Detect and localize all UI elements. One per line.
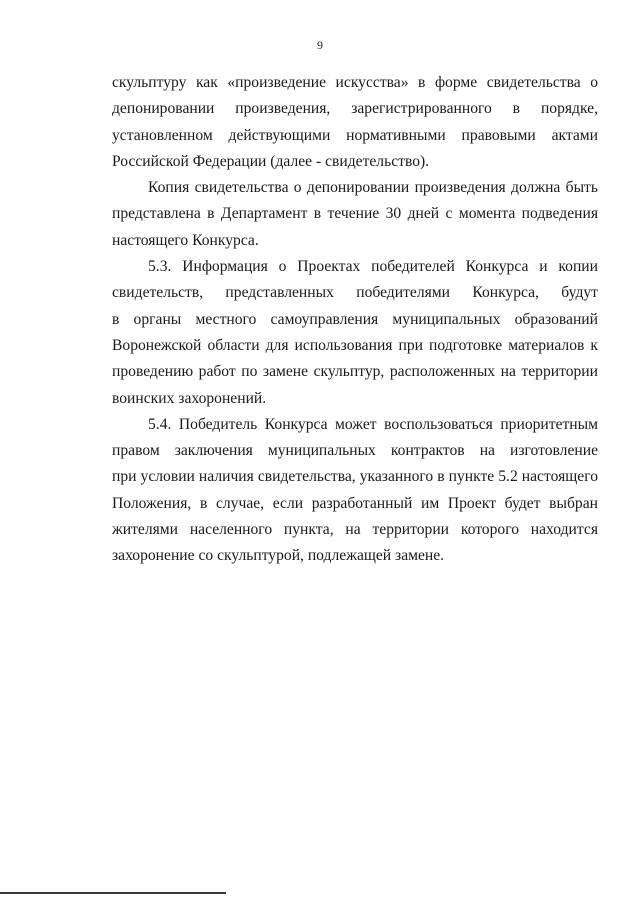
page-number: 9	[317, 38, 323, 52]
text-line: представлена в Департамент в течение 30 дней с момента подведения	[112, 205, 598, 223]
text-line: настоящего Конкурса.	[112, 231, 259, 249]
text-line: Воронежской области для использования при подготовке материалов к	[112, 336, 598, 354]
text-line: в органы местного самоуправления муниципальных образований	[112, 310, 598, 328]
text-line: правом заключения муниципальных контрактов на изготовление	[112, 442, 598, 460]
paragraph-2	[112, 175, 598, 254]
text-line: установленном действующими нормативными правовыми актами	[112, 126, 598, 144]
text-line: 5.4. Победитель Конкурса может воспользоваться приоритетным	[148, 415, 598, 433]
text-line: Российской Федерации (далее - свидетельство).	[112, 152, 430, 170]
text-line: воинских захоронений.	[112, 389, 267, 407]
text-line: Положения, в случае, если разработанный им Проект будет выбран	[112, 494, 598, 512]
scan-edge-line	[0, 892, 226, 894]
text-line: при условии наличия свидетельства, указанного в пункте 5.2 настоящего	[112, 468, 598, 486]
document-body	[112, 70, 598, 570]
text-line: проведению работ по замене скульптур, расположенных на территории	[112, 363, 598, 381]
text-line: депонировании произведения, зарегистрированного в порядке,	[112, 100, 598, 118]
text-line: захоронение со скульптурой, подлежащей замене.	[112, 547, 445, 565]
text-line: скульптуру как «произведение искусства» в форме свидетельства о	[112, 74, 598, 91]
text-line: жителями населенного пункта, на территории которого находится	[112, 521, 598, 539]
paragraph-1	[112, 70, 598, 175]
text-line: Копия свидетельства о депонировании произведения должна быть	[148, 179, 598, 197]
text-line: 5.3. Информация о Проектах победителей Конкурса и копии	[148, 258, 598, 276]
paragraph-3	[112, 254, 598, 412]
text-line: свидетельств, представленных победителями Конкурса, будут	[112, 284, 598, 302]
paragraph-4	[112, 412, 598, 570]
